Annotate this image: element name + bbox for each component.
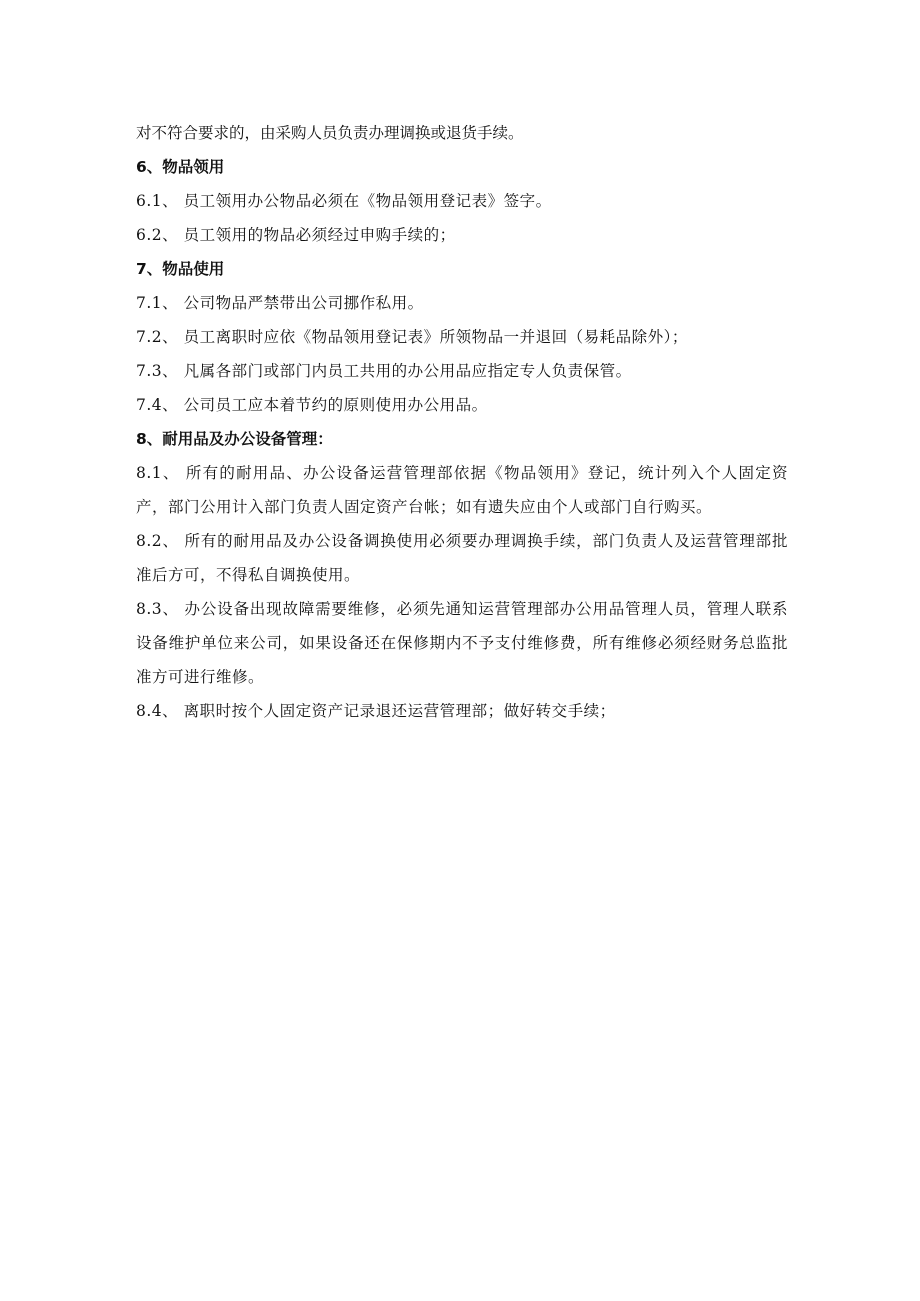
section-6 xyxy=(136,156,788,246)
clause-7-4: 7.4、 公司员工应本着节约的原则使用办公用品。 xyxy=(136,396,488,414)
clause-8-2: 8.2、 所有的耐用品及办公设备调换使用必须要办理调换手续，部门负责人及运营管理部批准后方可，不得私自调换使用。 xyxy=(136,532,788,584)
section-heading: 8、耐用品及办公设备管理： xyxy=(136,430,333,448)
clause-8-4: 8.4、 离职时按个人固定资产记录退还运营管理部；做好转交手续； xyxy=(136,702,616,720)
clause-8-1: 8.1、 所有的耐用品、办公设备运营管理部依据《物品领用》登记，统计列入个人固定资产，部门公用计入部门负责人固定资产台帐；如有遗失应由个人或部门自行购买。 xyxy=(136,464,788,516)
clause-7-1: 7.1、 公司物品严禁带出公司挪作私用。 xyxy=(136,294,424,312)
clause-6-1: 6.1、 员工领用办公物品必须在《物品领用登记表》签字。 xyxy=(136,192,552,210)
section-8 xyxy=(136,428,788,722)
clause-8-3: 8.3、 办公设备出现故障需要维修，必须先通知运营管理部办公用品管理人员，管理人联系设备维护单位来公司，如果设备还在保修期内不予支付维修费，所有维修必须经财务总监批准方可进行维修。 xyxy=(136,600,788,686)
clause-7-3: 7.3、 凡属各部门或部门内员工共用的办公用品应指定专人负责保管。 xyxy=(136,362,632,380)
clause-7-2: 7.2、 员工离职时应依《物品领用登记表》所领物品一并退回（易耗品除外）； xyxy=(136,328,688,346)
clause-6-2: 6.2、 员工领用的物品必须经过申购手续的； xyxy=(136,226,456,244)
section-7 xyxy=(136,258,788,416)
intro-paragraph: 对不符合要求的，由采购人员负责办理调换或退货手续。 xyxy=(136,124,524,142)
section-heading: 7、物品使用 xyxy=(136,260,225,278)
document-page xyxy=(136,122,788,734)
section-heading: 6、物品领用 xyxy=(136,158,225,176)
